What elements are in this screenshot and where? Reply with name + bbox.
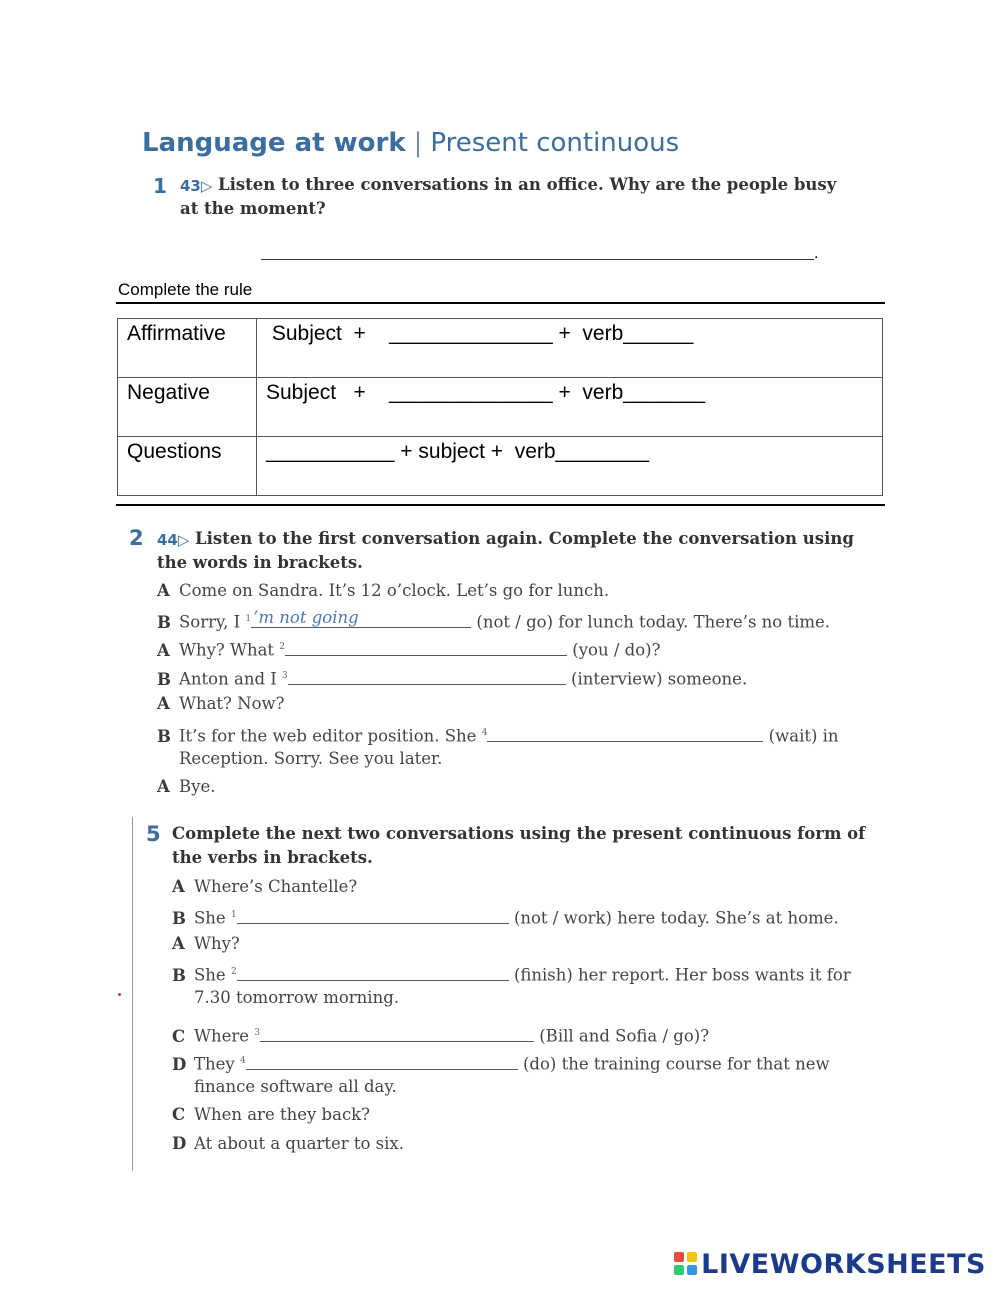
answer-gap[interactable] [285, 641, 567, 656]
rule-table [117, 318, 883, 496]
dialogue-line [172, 1104, 370, 1126]
line-text: Come on Sandra. It’s 12 o’clock. Let’s go for lunch. [179, 581, 610, 600]
line-text: She [194, 908, 226, 928]
dialogue-line-continued: Reception. Sorry. See you later. [179, 749, 443, 768]
speaker: B [157, 669, 171, 689]
rule-row-questions [118, 437, 883, 496]
gap-number: 2 [230, 967, 237, 977]
stray-dot [118, 993, 121, 996]
line-text: When are they back? [194, 1105, 371, 1124]
logo-square [687, 1252, 697, 1262]
heading-main: Language at work [142, 128, 406, 158]
speaker: C [172, 1026, 186, 1046]
heading-separator: | [413, 128, 423, 158]
exercise2-instruction: Listen to the first conversation again. Complete the conversation using the words in brackets. [157, 529, 854, 572]
dialogue-line [172, 904, 839, 930]
gap-number: 3 [282, 671, 288, 681]
heading-sub: Present continuous [430, 128, 680, 158]
line-text: They [194, 1054, 235, 1074]
speaker: C [172, 1105, 186, 1124]
speaker: D [172, 1054, 187, 1074]
logo-square [687, 1265, 697, 1275]
logo-square [674, 1252, 684, 1262]
line-text: At about a quarter to six. [194, 1134, 404, 1153]
liveworksheets-logo[interactable] [674, 1249, 986, 1280]
rule-label: Negative [118, 378, 257, 437]
line-text: Why? What [179, 640, 275, 660]
gap-number: 1 [230, 910, 237, 920]
line-text: (interview) someone. [571, 669, 748, 689]
speaker: A [172, 877, 185, 896]
line-text: Where’s Chantelle? [194, 877, 358, 896]
speaker: B [172, 908, 186, 928]
rule-formula[interactable]: Subject + ______________ + verb______ [257, 319, 883, 378]
line-text: Sorry, I [179, 612, 241, 632]
dialogue-line [172, 1050, 830, 1076]
line-text: (not / go) for lunch today. There’s no time. [476, 612, 831, 632]
speaker: B [157, 726, 171, 746]
line-text: (you / do)? [572, 640, 661, 660]
speaker: B [157, 612, 171, 632]
line-text: (do) the training course for that new [522, 1054, 830, 1074]
dialogue-line-continued: finance software all day. [194, 1077, 397, 1096]
dialogue-line [157, 693, 285, 715]
rule-label: Affirmative [118, 319, 257, 378]
example-answer: ’m not going [253, 607, 359, 627]
answer-gap[interactable] [246, 1055, 518, 1070]
speaker: A [172, 934, 185, 953]
line-text: She [194, 965, 226, 985]
speaker: B [172, 965, 186, 985]
line-text: (wait) in [768, 726, 839, 746]
gap-number: 4 [239, 1056, 246, 1066]
exercise5-number: 5 [146, 822, 161, 846]
exercise2-track: 44▷ [157, 531, 190, 549]
rule-bottom-divider [116, 504, 885, 506]
line-text: (finish) her report. Her boss wants it for [513, 965, 851, 985]
line-text: It’s for the web editor position. She [179, 726, 477, 746]
dialogue-line [172, 1022, 709, 1048]
rule-caption: Complete the rule [118, 280, 253, 299]
dialogue-line [172, 876, 357, 898]
line-text: (Bill and Sofia / go)? [539, 1026, 710, 1046]
gap-number: 2 [279, 642, 286, 652]
speaker: A [157, 777, 170, 796]
answer-gap[interactable] [237, 909, 509, 924]
exercise1-track: 43▷ [180, 177, 213, 195]
gap-number: 4 [481, 728, 488, 738]
logo-square [674, 1265, 684, 1275]
rule-label: Questions [118, 437, 257, 496]
rule-row-negative [118, 378, 883, 437]
rule-top-divider [116, 302, 885, 304]
exercise2-number: 2 [129, 526, 144, 550]
exercise1-answer-field[interactable] [261, 259, 814, 260]
dialogue-line [172, 961, 851, 987]
rule-formula[interactable]: Subject + ______________ + verb_______ [257, 378, 883, 437]
rule-formula[interactable]: ___________ + subject + verb________ [257, 437, 883, 496]
speaker: D [172, 1134, 187, 1153]
dialogue-line [157, 608, 830, 634]
logo-grid-icon [674, 1252, 698, 1276]
speaker: A [157, 581, 170, 600]
line-text: Why? [194, 934, 240, 953]
dialogue-line [172, 1133, 404, 1155]
dialogue-line [157, 776, 215, 798]
answer-gap[interactable] [260, 1027, 534, 1042]
line-text: Bye. [179, 777, 216, 796]
logo-text: LIVEWORKSHEETS [701, 1249, 986, 1280]
exercise1-number: 1 [153, 174, 167, 198]
dialogue-line [157, 665, 747, 691]
exercise1-line-end: . [814, 245, 819, 262]
answer-gap[interactable] [487, 727, 763, 742]
answer-gap[interactable] [288, 670, 566, 685]
dialogue-line [157, 636, 660, 662]
speaker: A [157, 694, 170, 713]
dialogue-line [157, 722, 839, 748]
line-text: What? Now? [179, 694, 285, 713]
speaker: A [157, 640, 170, 660]
line-text: (not / work) here today. She’s at home. [513, 908, 839, 928]
section-heading [142, 128, 679, 158]
line-text: Anton and I [179, 669, 277, 689]
answer-gap[interactable] [251, 607, 471, 628]
dialogue-line-continued: 7.30 tomorrow morning. [194, 988, 400, 1007]
exercise1-instruction: Listen to three conversations in an office. Why are the people busy at the moment? [180, 175, 837, 218]
rule-row-affirmative [118, 319, 883, 378]
exercise5-instruction: Complete the next two conversations using the present continuous form of the verbs in brackets. [172, 824, 866, 867]
gap-number: 3 [254, 1028, 260, 1038]
dialogue-line [172, 933, 240, 955]
line-text: Where [194, 1026, 250, 1046]
dialogue-line [157, 580, 609, 602]
answer-gap[interactable] [237, 966, 509, 981]
gap-number: 1 [245, 614, 252, 624]
exercise5-margin-line [132, 817, 133, 1171]
